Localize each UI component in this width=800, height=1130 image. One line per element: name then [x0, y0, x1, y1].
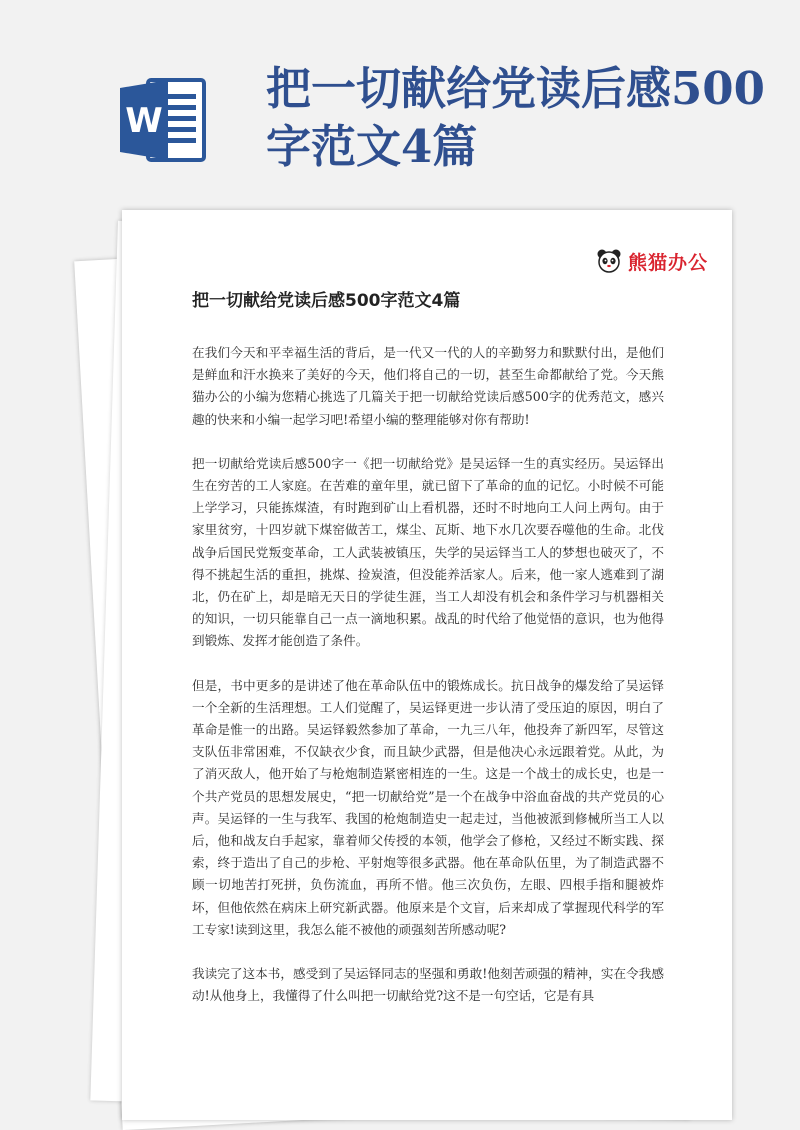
paragraph: 但是，书中更多的是讲述了他在革命队伍中的锻炼成长。抗日战争的爆发给了吴运铎一个全新的生活理想。工人们觉醒了，吴运铎更进一步认清了受压迫的原因，明白了革命是惟一的出路。吴运铎毅然参加了革命，一九三八年，他投奔了新四军，尽管这支队伍非常困难，不仅缺衣少食，而且缺少武器，但是他决心永远跟着党。从此，为了消灭敌人，他开始了与枪炮制造紧密相连的一生。这是一个战士的成长史，也是一个共产党员的思想发展史，“把一切献给党”是一个在战争中浴血奋战的共产党员的心声。吴运铎的一生与我军、我国的枪炮制造史一起走过，当他被派到修械所当工人以后，他和战友白手起家，靠着师父传授的本领，他学会了修枪，又经过不断实践、探索，终于造出了自己的步枪、平射炮等很多武器。他在革命队伍里，为了制造武器不顾一切地苦打死拼，负伤流血，再所不惜。他三次负伤，左眼、四根手指和腿被炸坏，但他依然在病床上研究新武器。他原来是个文盲，后来却成了掌握现代科学的军工专家!读到这里，我怎么能不被他的顽强刻苦所感动呢? [192, 677, 664, 937]
page-header [0, 0, 800, 200]
paragraph: 把一切献给党读后感500字一《把一切献给党》是吴运铎一生的真实经历。吴运铎出生在穷苦的工人家庭。在苦难的童年里，就已留下了革命的血的记忆。小时候不可能上学学习，只能拣煤渣，有时跑到矿山上看机器，还时不时地向工人问上两句。由于家里贫穷，十四岁就下煤窑做苦工，煤尘、瓦斯、地下水几次要吞噬他的生命。北伐战争后国民党叛变革命，工人武装被镇压，失学的吴运铎当工人的梦想也破灭了，不得不挑起生活的重担，挑煤、捡炭渣，但没能养活家人。后来，他一家人逃难到了湖北，仍在矿上，却是暗无天日的学徒生涯，当工人却没有机会和条件学习与机器相关的知识，一切只能靠自己一点一滴地积累。战乱的时代给了他觉悟的意识，也为他得到锻炼、发挥才能创造了条件。 [192, 455, 664, 649]
paragraph: 我读完了这本书，感受到了吴运铎同志的坚强和勇敢!他刻苦顽强的精神，实在令我感动!从他身上，我懂得了什么叫把一切献给党?这不是一句空话，它是有具 [192, 966, 664, 1004]
brand-name: 熊猫办公 [627, 251, 708, 274]
document-title: 把一切献给党读后感500字范文4篇 [192, 291, 461, 311]
svg-text:W: W [125, 101, 163, 141]
panda-icon [596, 248, 622, 274]
page-title: 把一切献给党读后感500字范文4篇 [266, 62, 765, 173]
document-body [192, 342, 664, 1029]
brand-logo [596, 246, 708, 276]
document-preview [92, 200, 732, 1120]
paragraph: 在我们今天和平幸福生活的背后，是一代又一代的人的辛勤努力和默默付出，是他们是鲜血和汗水换来了美好的今天，他们将自己的一切，甚至生命都献给了党。今天熊猫办公的小编为您精心挑选了几篇关于把一切献给党读后感500字的优秀范文，感兴趣的快来和小编一起学习吧!希望小编的整理能够对你有帮助! [192, 345, 664, 427]
word-document-icon [118, 74, 210, 166]
paper-sheet [122, 210, 732, 1120]
